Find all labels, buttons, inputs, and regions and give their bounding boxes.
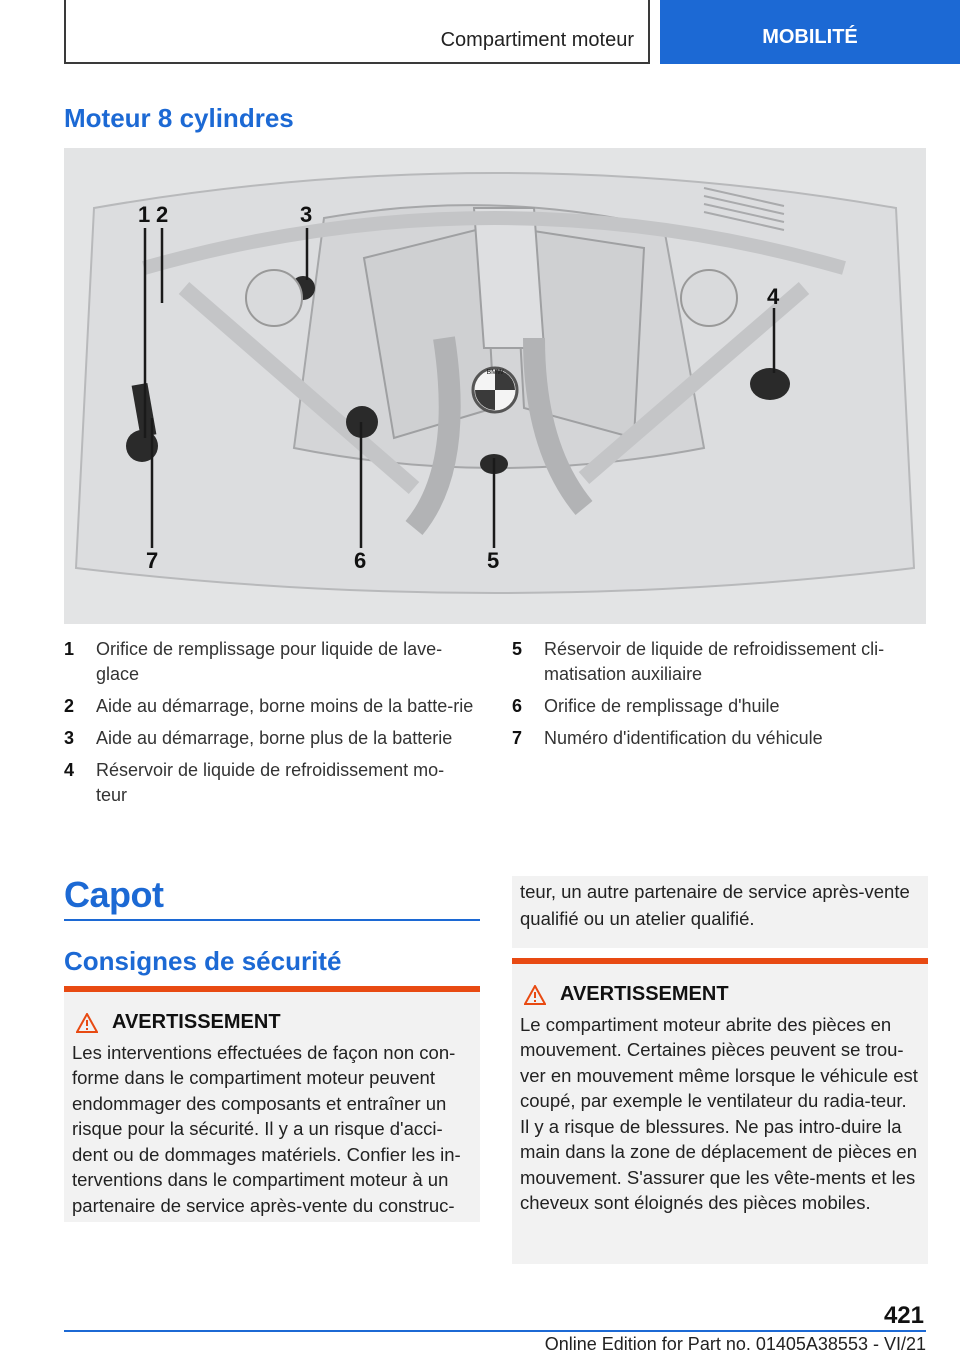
callout-5: 5 — [487, 548, 500, 573]
capot-title: Capot — [64, 874, 164, 915]
engine-bay-drawing — [64, 148, 926, 624]
legend-item — [64, 694, 474, 719]
callout-3: 3 — [300, 202, 313, 227]
callout-4: 4 — [767, 284, 780, 309]
warning-continuation — [512, 876, 928, 948]
legend-number: 7 — [512, 728, 523, 748]
legend-number: 4 — [64, 760, 75, 780]
callout-1: 1 — [138, 202, 151, 227]
legend-item — [64, 758, 474, 808]
warning-triangle-icon — [76, 1013, 98, 1033]
warning-heading — [520, 982, 920, 1008]
warning-text: Les interventions effectuées de façon non con-forme dans le compartiment moteur peuvent endommager des composants et entraîner un risque pour la sécurité. Il y a un risque d'acci-dent ou de dommages matériels. Confier les in-terventions dans le compartiment moteur à un partenaire de service après-vente du construc- — [72, 1041, 461, 1216]
footer-divider — [64, 1330, 926, 1332]
legend-text: Numéro d'identification du véhicule — [544, 728, 823, 748]
continuation-text: teur, un autre partenaire de service après-vente qualifié ou un atelier qualifié. — [520, 881, 910, 929]
header-section-title: Compartiment moteur — [440, 29, 634, 51]
warning-box-left — [64, 986, 480, 1222]
legend-item — [512, 694, 922, 719]
callout-7: 7 — [146, 548, 159, 573]
legend-item — [512, 637, 922, 687]
callout-2: 2 — [156, 202, 169, 227]
legend-number: 2 — [64, 696, 75, 716]
header-tab-mobilite[interactable]: MOBILITÉ — [660, 0, 960, 64]
header-frame — [64, 0, 650, 64]
legend-text: Aide au démarrage, borne plus de la batterie — [96, 728, 453, 748]
legend-number: 6 — [512, 696, 523, 716]
callout-6: 6 — [354, 548, 367, 573]
legend-item — [64, 726, 474, 751]
warning-text: Le compartiment moteur abrite des pièces en mouvement. Certaines pièces peuvent se trou-ver en mouvement même lorsque le véhicule est coupé, par exemple le ventilateur du radia-teur. Il y a risque de blessures. Ne pas intro-duire la main dans la zone de déplacement de pièces en mouvement. S'assurer que les vête-ments et les cheveux sont éloignés des pièces mobiles. — [520, 1013, 918, 1213]
legend-text: Orifice de remplissage pour liquide de lave-glace — [96, 639, 443, 684]
safety-subtitle: Consignes de sécurité — [64, 946, 342, 976]
legend-left — [64, 637, 474, 815]
warning-heading-text: AVERTISSEMENT — [112, 1011, 281, 1033]
legend-number: 5 — [512, 639, 523, 659]
capot-divider — [64, 919, 480, 921]
engine-bay-illustration — [64, 148, 926, 624]
footer-edition: Online Edition for Part no. 01405A38553 - VI/21 — [544, 1334, 926, 1354]
roundel-text: BMW — [486, 369, 504, 376]
legend-number: 1 — [64, 639, 75, 659]
legend-item — [512, 726, 922, 751]
section-title: Moteur 8 cylindres — [64, 103, 294, 133]
warning-heading-text: AVERTISSEMENT — [560, 983, 729, 1005]
page-number: 421 — [883, 1302, 924, 1329]
legend-text: Orifice de remplissage d'huile — [544, 696, 780, 716]
warning-triangle-icon — [524, 985, 546, 1005]
warning-heading — [72, 1010, 472, 1036]
legend-right — [512, 637, 922, 758]
legend-text: Aide au démarrage, borne moins de la batte-rie — [96, 696, 474, 716]
legend-number: 3 — [64, 728, 75, 748]
legend-text: Réservoir de liquide de refroidissement cli-matisation auxiliaire — [544, 639, 885, 684]
legend-item — [64, 637, 474, 687]
warning-box-right — [512, 958, 928, 1264]
legend-text: Réservoir de liquide de refroidissement mo-teur — [96, 760, 445, 805]
